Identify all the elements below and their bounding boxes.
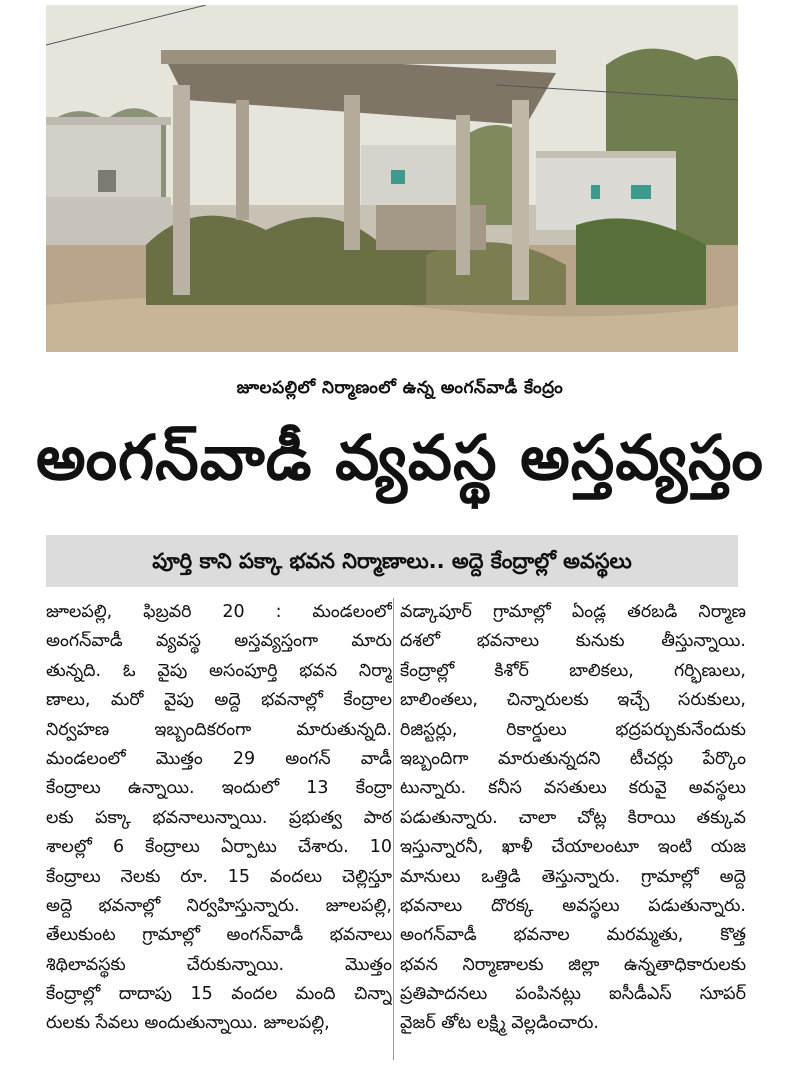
article-line: అద్దె భవనాల్లో నిర్వహిస్తున్నారు. జూలపల్లి, bbox=[46, 895, 392, 916]
article-line: తున్నది. ఓ వైపు అసంపూర్తి భవన నిర్మా bbox=[46, 660, 392, 681]
article-line: కేంద్రాలు ఉన్నాయి. ఇందులో 13 కేంద్రా bbox=[46, 778, 392, 799]
article-line: ప్రతిపాదనలు పంపినట్లు ఐసీడీఎస్ సూపర్ bbox=[400, 984, 746, 1005]
subheadline: పూర్తి కాని పక్కా భవన నిర్మాణాలు.. అద్దె కేంద్రాల్లో అవస్థలు bbox=[152, 549, 632, 573]
article-line: శాలల్లో 6 కేంద్రాలు ఏర్పాటు చేశారు. 10 bbox=[46, 837, 392, 858]
article-line: ఇస్తున్నారనీ, ఖాళీ చేయాలంటూ ఇంటి యజ bbox=[400, 837, 746, 858]
article-line: టున్నారు. కనీస వసతులు కరువై అవస్థలు bbox=[400, 778, 746, 799]
article-column-right bbox=[400, 598, 746, 1039]
article-line: భవన నిర్మాణాలకు జిల్లా ఉన్నతాధికారులకు bbox=[400, 954, 746, 975]
headline: అంగన్‌వాడీ వ్యవస్థ అస్తవ్యస్తం bbox=[35, 421, 764, 494]
article-line: కేంద్రాల్లో దాదాపు 15 వందల మంది చిన్నా bbox=[46, 984, 392, 1005]
article-column-left bbox=[46, 598, 392, 1039]
column-divider bbox=[393, 598, 394, 1060]
article-line: మానులు ఒత్తిడి తెస్తున్నారు. గ్రామాల్లో అద్దె bbox=[400, 866, 746, 887]
article-line: వైజర్ తోట లక్ష్మి వెల్లడించారు. bbox=[400, 1013, 599, 1034]
article-line: నిర్వహణ ఇబ్బందికరంగా మారుతున్నది. bbox=[46, 719, 392, 740]
photo-caption: జూలపల్లిలో నిర్మాణంలో ఉన్న అంగన్‌వాడీ కేంద్రం bbox=[236, 378, 564, 398]
article-line: ఇబ్బందిగా మారుతున్నదని టీచర్లు పేర్కొం bbox=[400, 748, 746, 769]
news-photo bbox=[46, 5, 738, 352]
article-line: రిజిస్టర్లు, రికార్డులు భద్రపర్చుకునేందుకు bbox=[400, 719, 746, 740]
article-line: వడ్కాపూర్ గ్రామాల్లో ఏండ్ల తరబడి నిర్మాణ bbox=[400, 602, 746, 622]
article-line: భవనాలు దొరక్క అవస్థలు పడుతున్నారు. bbox=[400, 895, 746, 916]
article-line: బాలింతలు, చిన్నారులకు ఇచ్చే సరుకులు, bbox=[400, 690, 746, 711]
article-line: మండలంలో మొత్తం 29 అంగన్ వాడీ bbox=[46, 748, 392, 769]
article-line: కేంద్రాల్లో కిశోర్ బాలికలు, గర్భిణులు, bbox=[400, 660, 746, 681]
article-line: శిథిలావస్థకు చేరుకున్నాయి. మొత్తం bbox=[46, 954, 392, 975]
article-line: కేంద్రాలు నెలకు రూ. 15 వందలు చెల్లిస్తూ bbox=[46, 866, 392, 887]
article-line: లకు పక్కా భవనాలున్నాయి. ప్రభుత్వ పాఠ bbox=[46, 807, 392, 828]
article-line: తేలుకుంట గ్రామాల్లో అంగన్‌వాడీ భవనాలు bbox=[46, 925, 392, 946]
article-line: అంగన్‌వాడీ భవనాల మరమ్మతు, కొత్త bbox=[400, 925, 746, 946]
article-line: అంగన్‌వాడీ వ్యవస్థ అస్తవ్యస్తంగా మారు bbox=[46, 631, 392, 652]
article-line: ణాలు, మరో వైపు అద్దె భవనాల్లో కేంద్రాల bbox=[46, 690, 392, 711]
article-line: రులకు సేవలు అందుతున్నాయి. జూలపల్లి, bbox=[46, 1013, 330, 1034]
article-line: జూలపల్లి, ఫిబ్రవరి 20 : మండలంలో bbox=[46, 602, 392, 622]
subheadline-bar bbox=[46, 535, 738, 587]
article-line: పడుతున్నారు. చాలా చోట్ల కిరాయి తక్కువ bbox=[400, 807, 746, 828]
article-line: దశలో భవనాలు కునుకు తీస్తున్నాయి. bbox=[400, 631, 746, 652]
